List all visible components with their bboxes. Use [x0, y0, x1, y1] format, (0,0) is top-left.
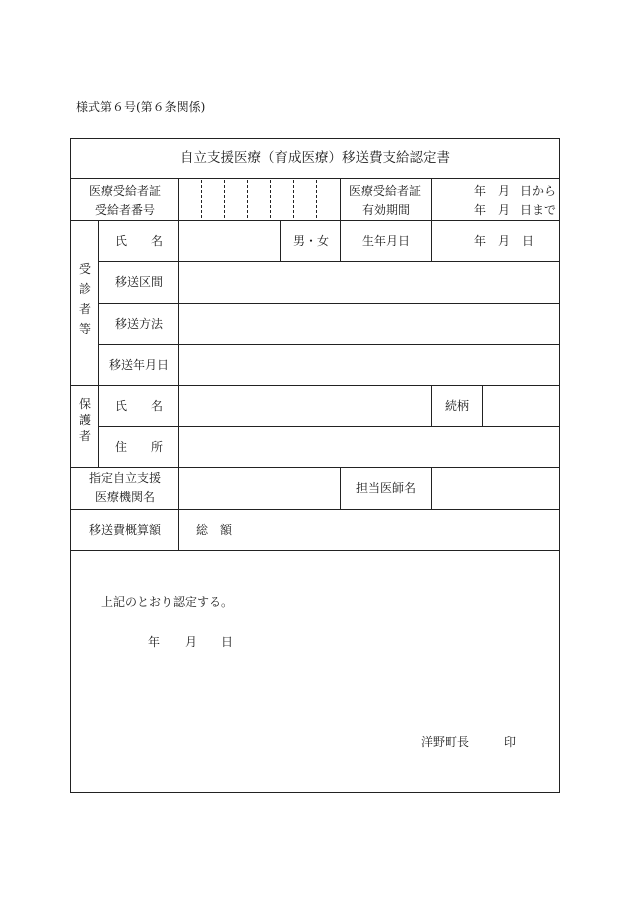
validity-from-year: 年	[474, 184, 487, 198]
validity-to-year: 年	[474, 203, 487, 217]
guardian-group-label: 保 護 者	[78, 397, 91, 443]
form-title: 自立支援医療（育成医療）移送費支給認定書	[180, 150, 450, 166]
total-amount-label: 総 額	[196, 523, 233, 537]
transport-section-label: 移送区間	[115, 275, 164, 289]
rule-cert-mid	[340, 178, 341, 261]
transport-method-label: 移送方法	[115, 317, 164, 331]
birth-day: 日	[522, 234, 535, 248]
gender-options: 男・女	[293, 234, 330, 248]
rule-doctor-right	[431, 467, 432, 509]
cert-day: 日	[221, 635, 234, 649]
validity-to-month: 月	[498, 203, 511, 217]
form-reference: 様式第６号(第６条関係)	[76, 100, 206, 114]
transport-date-label: 移送年月日	[109, 358, 170, 372]
digit-divider	[316, 180, 317, 218]
guardian-name-label: 氏 名	[115, 399, 164, 413]
digit-divider	[247, 180, 248, 218]
transport-cost-label: 移送費概算額	[89, 523, 162, 537]
rule-section-bottom	[98, 303, 559, 304]
rule-patient-bottom	[71, 385, 559, 386]
guardian-address-label: 住 所	[115, 440, 164, 454]
validity-label-2: 有効期間	[362, 203, 411, 217]
rule-label-col	[178, 178, 179, 550]
relation-label: 続柄	[445, 399, 470, 413]
rule-cost-bottom	[71, 550, 559, 551]
issuer-name: 洋野町長	[421, 735, 470, 749]
rule-relation-right	[482, 385, 483, 426]
birth-year: 年	[474, 234, 487, 248]
rule-group-col	[98, 220, 99, 467]
rule-title-bottom	[71, 178, 559, 179]
doctor-name-label: 担当医師名	[356, 481, 417, 495]
validity-from-suffix: 日から	[520, 184, 557, 198]
rule-gender-left	[280, 220, 281, 261]
patient-group-label: 受 診 者 等	[78, 262, 91, 336]
validity-from-month: 月	[498, 184, 511, 198]
digit-divider	[201, 180, 202, 218]
rule-name-bottom	[98, 261, 559, 262]
recipient-number-label-2: 受給者番号	[95, 203, 156, 217]
rule-cert-bottom	[71, 220, 559, 221]
cert-month: 月	[185, 635, 198, 649]
rule-doctor-left	[340, 467, 341, 509]
rule-guardian-bottom	[71, 467, 559, 468]
birth-date-label: 生年月日	[362, 234, 411, 248]
digit-divider	[270, 180, 271, 218]
validity-to-suffix: 日まで	[520, 203, 557, 217]
rule-institution-bottom	[71, 509, 559, 510]
institution-label-2: 医療機関名	[95, 490, 156, 504]
recipient-number-label-1: 医療受給者証	[89, 184, 162, 198]
patient-name-label: 氏 名	[115, 234, 164, 248]
digit-divider	[224, 180, 225, 218]
birth-month: 月	[498, 234, 511, 248]
rule-validity-mid	[431, 178, 432, 261]
seal-mark: 印	[504, 735, 517, 749]
rule-relation-left	[431, 385, 432, 426]
cert-year: 年	[148, 635, 161, 649]
digit-divider	[293, 180, 294, 218]
rule-guardian-name-bottom	[98, 426, 559, 427]
validity-label-1: 医療受給者証	[349, 184, 422, 198]
certification-statement: 上記のとおり認定する。	[101, 595, 234, 609]
institution-label-1: 指定自立支援	[89, 471, 162, 485]
rule-method-bottom	[98, 344, 559, 345]
certificate-form	[70, 138, 560, 793]
